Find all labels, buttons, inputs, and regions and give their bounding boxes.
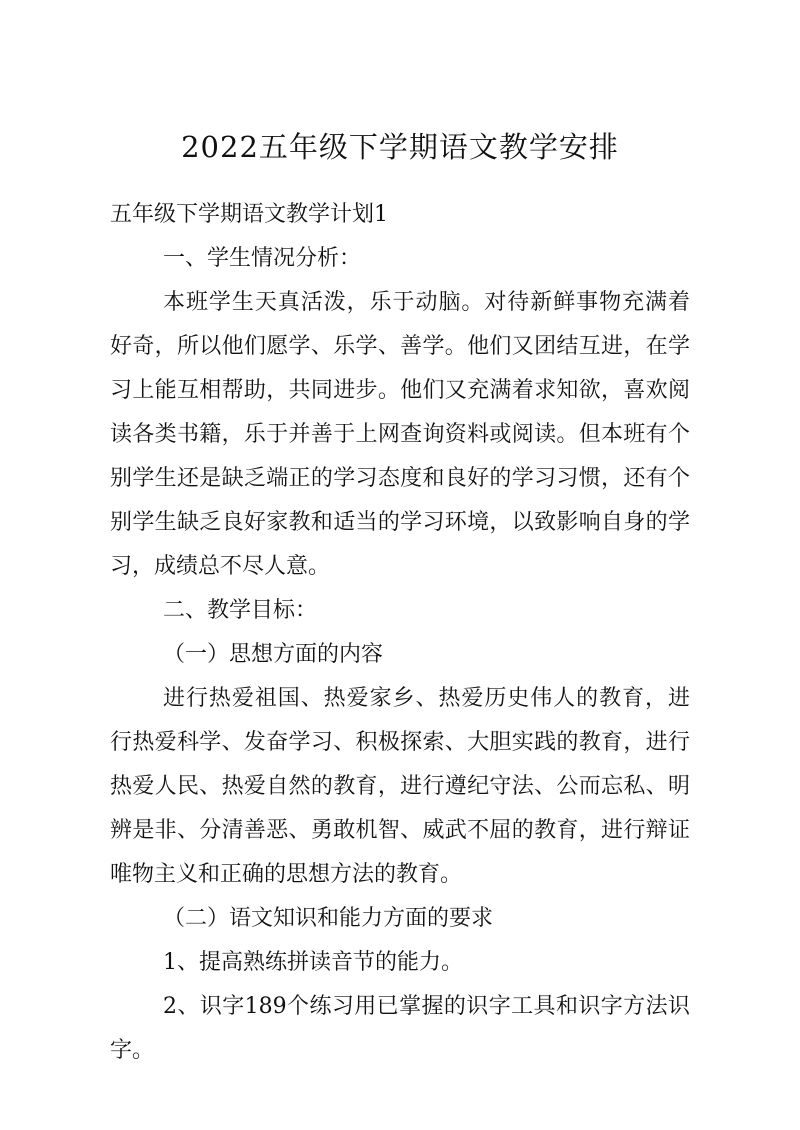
section-heading-teaching-goals: 二、教学目标： (163, 598, 318, 623)
section-heading-student-analysis: 一、学生情况分析： (163, 246, 362, 271)
list-item-2: 2、识字189个练习用已掌握的识字工具和识字方法识字。 (110, 994, 690, 1063)
document-subtitle: 五年级下学期语文教学计划1 (110, 202, 388, 227)
document-body (110, 193, 690, 1073)
subheading-knowledge-ability: （二）语文知识和能力方面的要求 (163, 906, 494, 931)
list-item-1: 1、提高熟练拼读音节的能力。 (163, 950, 463, 975)
paragraph-ideology: 进行热爱祖国、热爱家乡、热爱历史伟人的教育，进行热爱科学、发奋学习、积极探索、大胆实践的教育，进行热爱人民、热爱自然的教育，进行遵纪守法、公而忘私、明辨是非、分清善恶、勇敢机智、威武不屈的教育，进行辩证唯物主义和正确的思想方法的教育。 (110, 686, 690, 887)
subheading-ideology: （一）思想方面的内容 (163, 642, 384, 667)
paragraph-student-analysis: 本班学生天真活泼，乐于动脑。对待新鲜事物充满着好奇，所以他们愿学、乐学、善学。他们又团结互进，在学习上能互相帮助，共同进步。他们又充满着求知欲，喜欢阅读各类书籍，乐于并善于上网查询资料或阅读。但本班有个别学生还是缺乏端正的学习态度和良好的学习习惯，还有个别学生缺乏良好家教和适当的学习环境，以致影响自身的学习，成绩总不尽人意。 (110, 290, 690, 579)
document-title: 2022五年级下学期语文教学安排 (181, 130, 619, 164)
